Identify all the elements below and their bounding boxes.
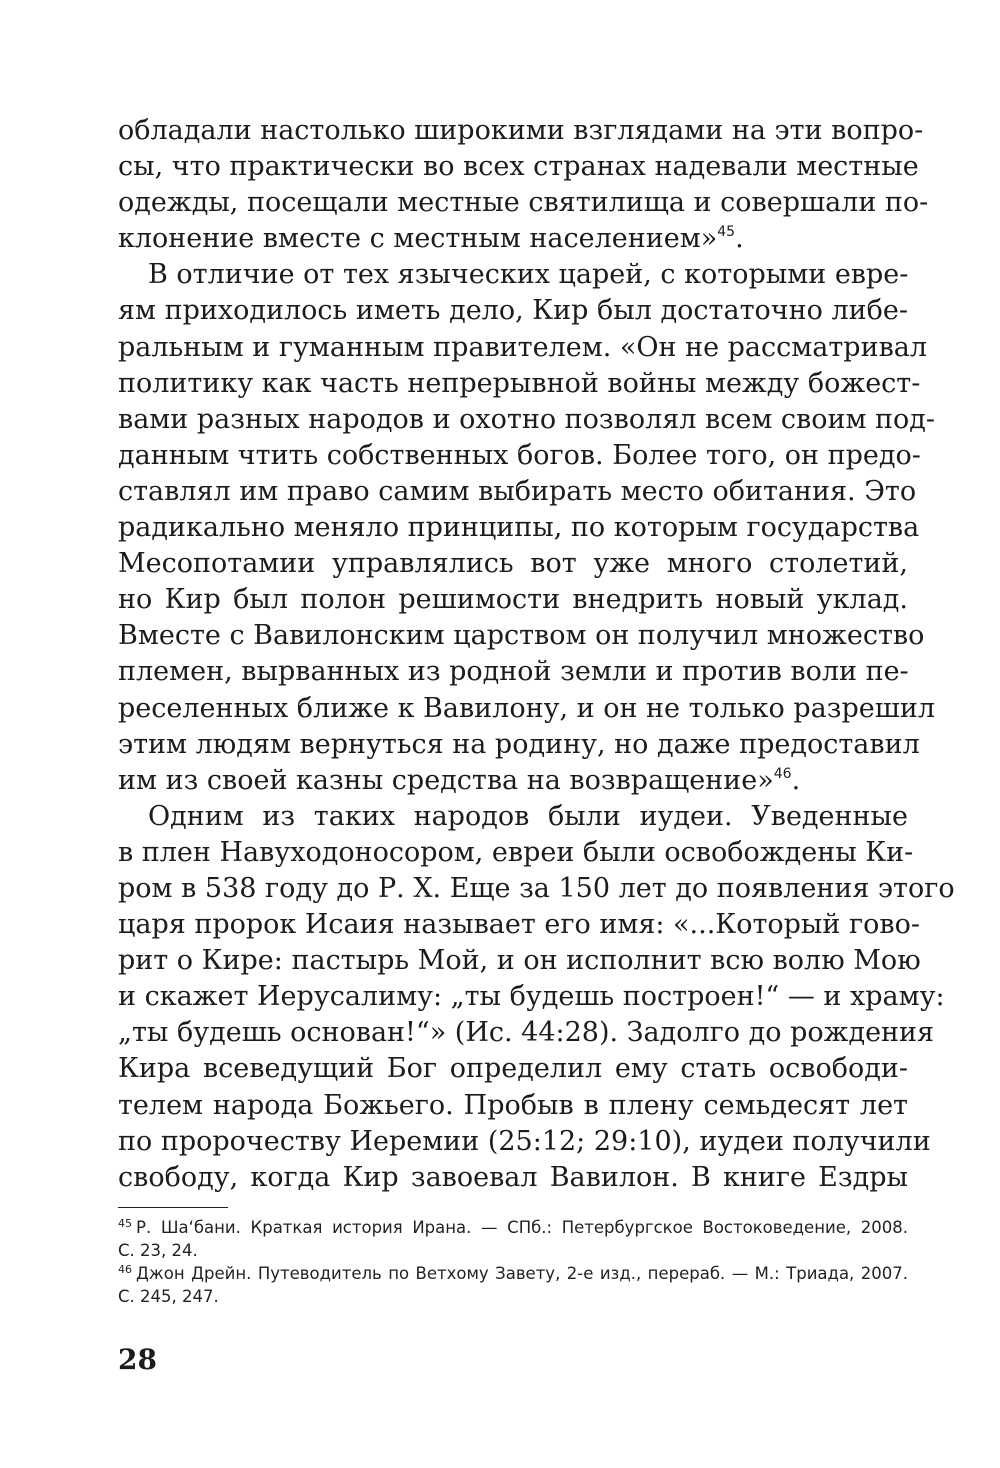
page-number: 28 (118, 1343, 157, 1376)
footnotes (118, 1216, 908, 1308)
text-line: в плен Навуходоносором, евреи были освобождены Ки- (118, 836, 914, 868)
text-line: Месопотамии управлялись вот уже много столетий, (118, 548, 908, 580)
line-end-punct: . (735, 223, 744, 255)
footnote-ref-46[interactable]: 46 (773, 765, 792, 782)
text-line: В отличие от тех языческих царей, с которыми евре- (148, 259, 909, 291)
text-line: обладали настолько широкими взглядами на эти вопро- (118, 115, 924, 146)
text-line: ральным и гуманным правителем. «Он не рассматривал (118, 331, 928, 363)
text-line-content: клонение вместе с местным населением» (118, 223, 718, 255)
text-line: ям приходилось иметь дело, Кир был достаточно либе- (118, 295, 908, 327)
footnote-ref-45[interactable]: 45 (717, 224, 736, 241)
text-line-content: им из своей казны средства на возвращение» (118, 764, 774, 796)
text-line: племен, вырванных из родной земли и против воли пе- (118, 656, 909, 688)
text-line: и скажет Иерусалиму: „ты будешь построен!“ — и храму: (118, 981, 945, 1013)
text-line: рит о Кире: пастырь Мой, и он исполнит всю волю Мою (118, 945, 921, 977)
text-line: телем народа Божьего. Пробыв в плену семьдесят лет (118, 1089, 908, 1121)
text-line: сы, что практически во всех странах надевали местные (118, 151, 919, 183)
text-line: но Кир был полон решимости внедрить новый уклад. (118, 584, 908, 616)
text-line: Вместе с Вавилонским царством он получил множество (118, 620, 925, 652)
main-text (118, 113, 955, 1196)
text-line: радикально меняло принципы, по которым государства (118, 512, 920, 544)
text-line: царя пророк Исаия называет его имя: «...Который гово- (118, 909, 920, 941)
text-line: вами разных народов и охотно позволял всем своим под- (118, 403, 936, 435)
text-line: по пророчеству Иеремии (25:12; 29:10), иудеи получили (118, 1125, 931, 1157)
footnote-text: Джон Дрейн. Путеводитель по Ветхому Завету, 2-е изд., перераб. — М.: Триада, 2007. (136, 1264, 908, 1283)
footnote-46 (118, 1262, 908, 1285)
footnote-divider (118, 1207, 228, 1208)
text-line: политику как часть непрерывной войны между божест- (118, 367, 921, 399)
footnote-45-cont: С. 23, 24. (118, 1241, 198, 1260)
text-line: одежды, посещали местные святилища и совершали по- (118, 187, 929, 219)
footnote-number: 45 (118, 1217, 132, 1230)
footnote-45 (118, 1216, 908, 1239)
line-end-punct: . (791, 764, 801, 796)
text-line (118, 763, 908, 799)
text-line: Одним из таких народов были иудеи. Уведенные (148, 800, 908, 832)
text-line: реселенных ближе к Вавилону, и он не только разрешил (118, 692, 935, 724)
text-line: ром в 538 году до Р. Х. Еще за 150 лет до появления этого (118, 872, 955, 904)
text-line: данным чтить собственных богов. Более того, он предо- (118, 439, 921, 471)
footnote-number: 46 (118, 1263, 132, 1276)
text-line: ставлял им право самим выбирать место обитания. Это (118, 475, 917, 507)
text-line: этим людям вернуться на родину, но даже предоставил (118, 728, 920, 760)
text-line: „ты будешь основан!“» (Ис. 44:28). Задолго до рождения (118, 1017, 935, 1049)
text-line: свободу, когда Кир завоевал Вавилон. В книге Ездры (118, 1161, 908, 1193)
text-line (118, 221, 908, 257)
footnote-46-cont: С. 245, 247. (118, 1287, 219, 1306)
text-line: Кира всеведущий Бог определил ему стать освободи- (118, 1053, 908, 1085)
footnote-text: Р. Ша‘бани. Краткая история Ирана. — СПб.: Петербургское Востоковедение, 2008. (136, 1218, 908, 1237)
